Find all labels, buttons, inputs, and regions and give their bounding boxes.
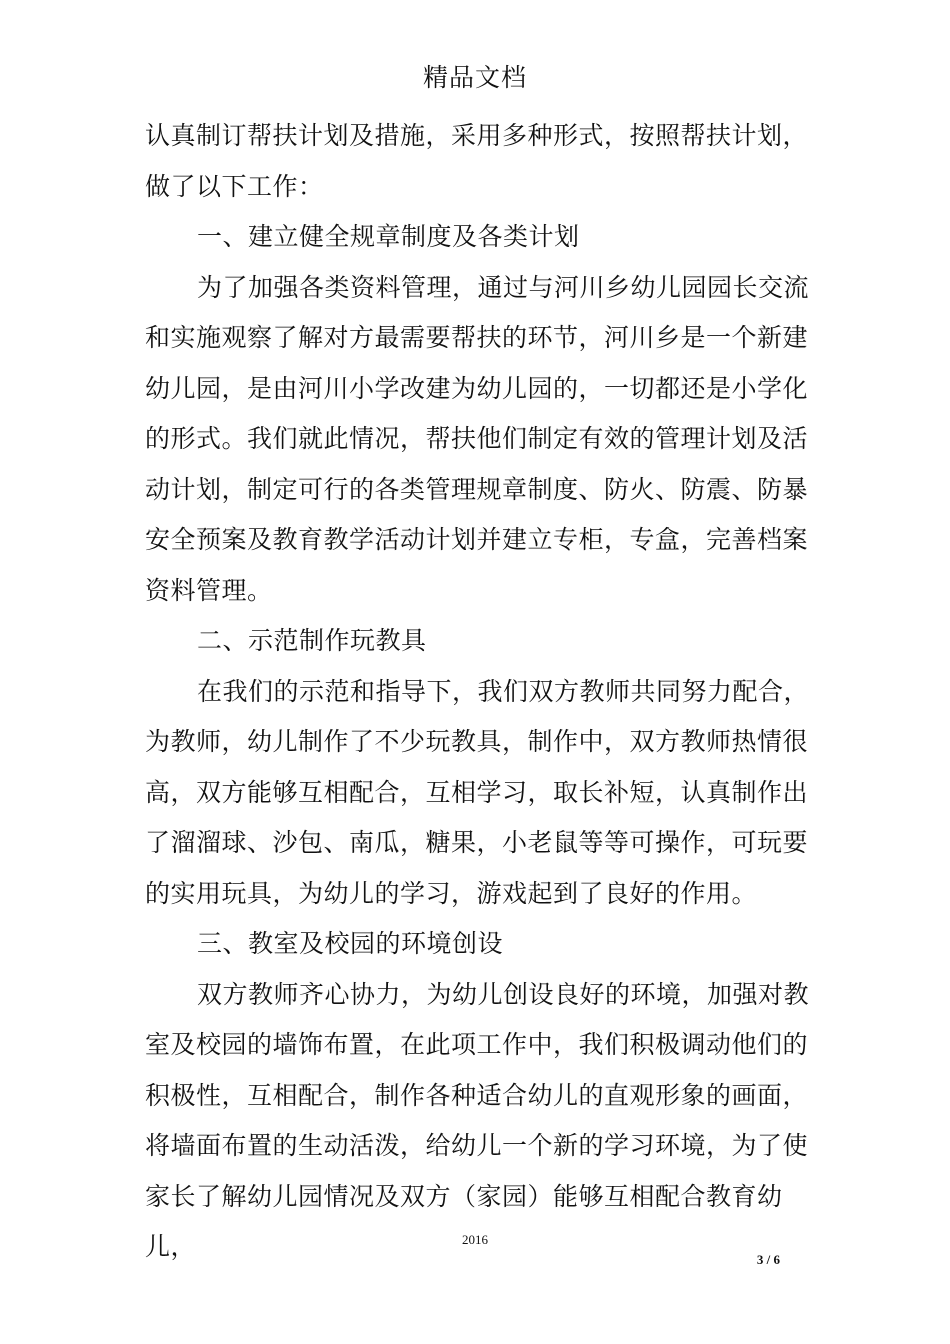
paragraph-intro: 认真制订帮扶计划及措施，采用多种形式，按照帮扶计划，做了以下工作： — [145, 121, 809, 201]
page-number: 3 / 6 — [756, 1252, 780, 1267]
section-heading-1: 一、建立健全规章制度及各类计划 — [197, 222, 580, 251]
page-header-title: 精品文档 — [422, 63, 527, 92]
paragraph-section-1: 为了加强各类资料管理，通过与河川乡幼儿园园长交流和实施观察了解对方最需要帮扶的环节，河川乡是一个新建幼儿园，是由河川小学改建为幼儿园的，一切都还是小学化的形式。我们就此情况，帮扶他们制定有效的管理计划及活动计划，制定可行的各类管理规章制度、防火、防震、防暴安全预案及教育教学活动计划并建立专柜，专盒，完善档案资料管理。 — [145, 272, 810, 605]
footer-year: 2016 — [462, 1232, 488, 1247]
section-heading-3: 三、教室及校园的环境创设 — [197, 929, 504, 958]
section-heading-2: 二、示范制作玩教具 — [197, 626, 427, 655]
paragraph-section-2: 在我们的示范和指导下，我们双方教师共同努力配合，为教师，幼儿制作了不少玩教具，制作中，双方教师热情很高，双方能够互相配合，互相学习，取长补短，认真制作出了溜溜球、沙包、南瓜，糖果，小老鼠等等可操作，可玩要的实用玩具，为幼儿的学习，游戏起到了良好的作用。 — [145, 676, 810, 908]
document-body — [145, 111, 809, 1273]
paragraph-section-3: 双方教师齐心协力，为幼儿创设良好的环境，加强对教室及校园的墙饰布置，在此项工作中，我们积极调动他们的积极性，互相配合，制作各种适合幼儿的直观形象的画面，将墙面布置的生动活泼，给幼儿一个新的学习环境，为了使家长了解幼儿园情况及双方（家园）能够互相配合教育幼儿， — [145, 979, 810, 1261]
